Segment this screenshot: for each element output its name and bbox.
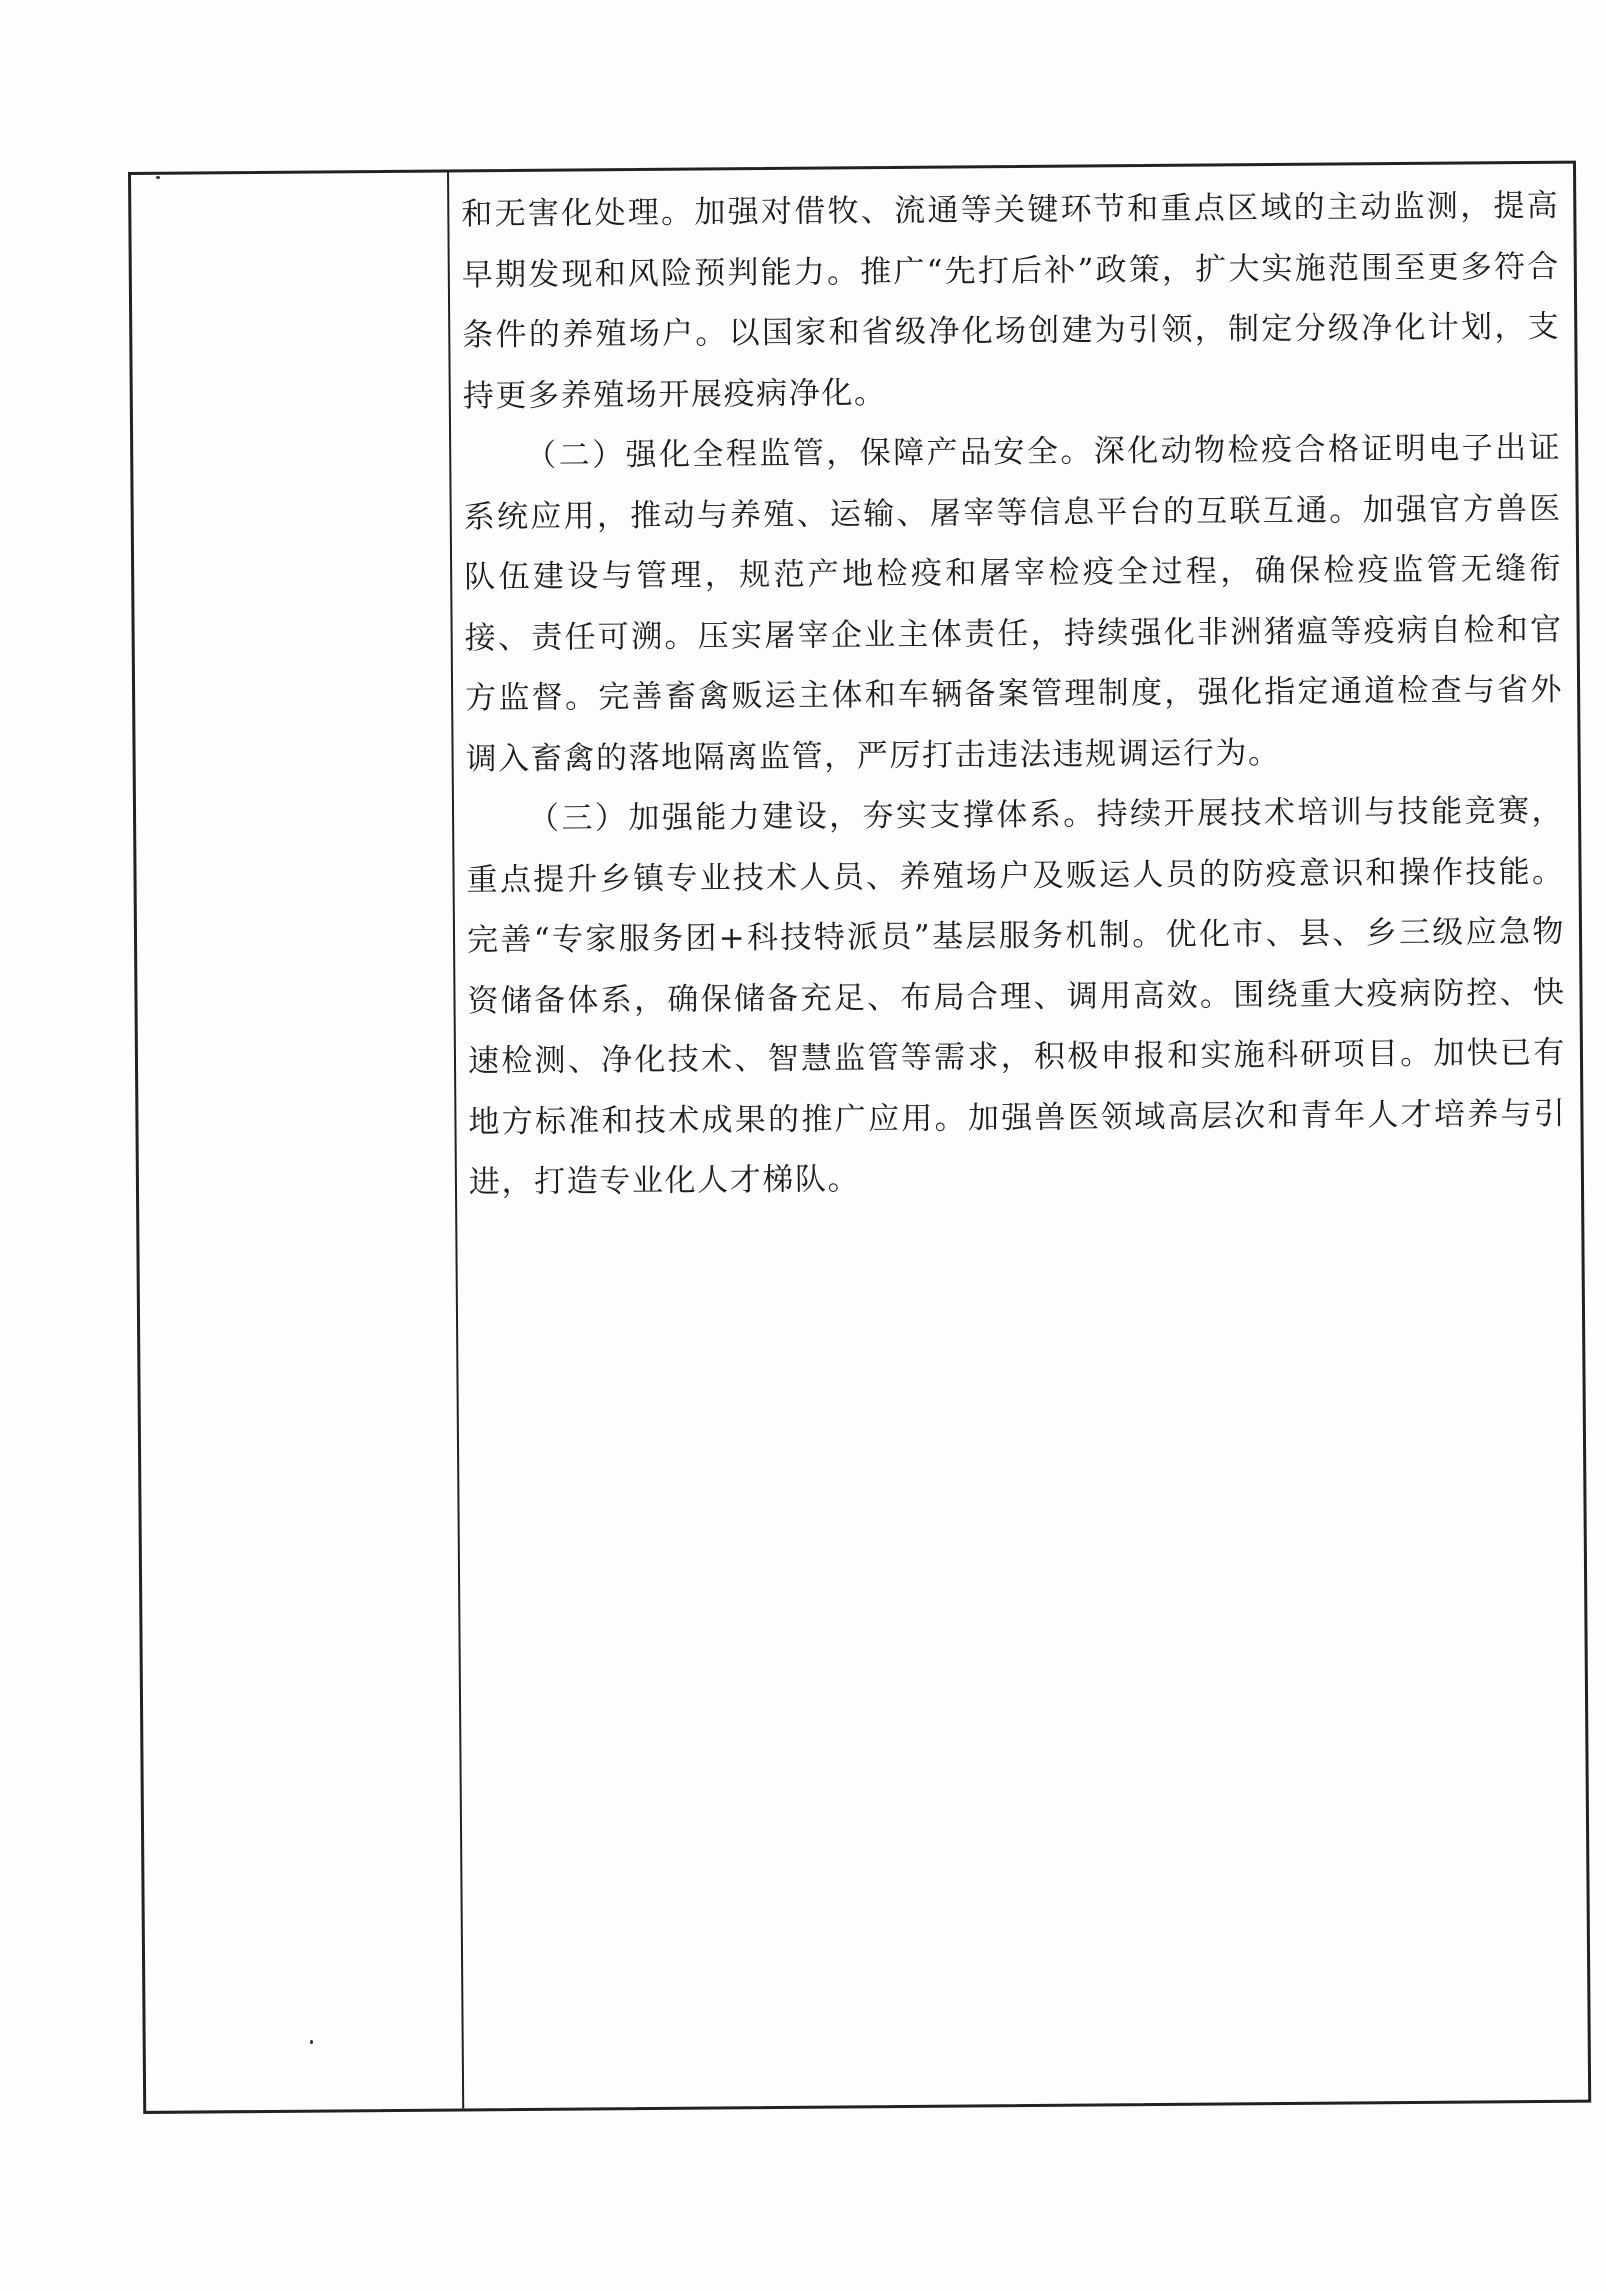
paragraph-strengthen-supervision: （二）强化全程监管，保障产品安全。深化动物检疫合格证明电子出证系统应用，推动与养殖、运输、屠宰等信息平台的互联互通。加强官方兽医队伍建设与管理，规范产地检疫和屠宰检疫全过程，确保检疫监管无缝衔接、责任可溯。压实屠宰企业主体责任，持续强化非洲猪瘟等疫病自检和官方监督。完善畜禽贩运主体和车辆备案管理制度，强化指定通道检查与省外调入畜禽的落地隔离监管，严厉打击违法违规调运行为。 <box>463 429 1564 777</box>
table-content-cell <box>449 164 1588 2109</box>
table-label-cell <box>131 172 462 2110</box>
paragraph-continued: 和无害化处理。加强对借牧、流通等关键环节和重点区域的主动监测，提高早期发现和风险预判能力。推广“先打后补”政策，扩大实施范围至更多符合条件的养殖场户。以国家和省级净化场创建为引领，制定分级净化计划，支持更多养殖场开展疫病净化。 <box>461 187 1561 414</box>
form-table <box>128 161 1591 2114</box>
paragraph-capacity-building: （三）加强能力建设，夯实支撑体系。持续开展技术培训与技能竞赛，重点提升乡镇专业技术人员、养殖场户及贩运人员的防疫意识和操作技能。完善“专家服务团+科技特派员”基层服务机制。优化市、县、乡三级应急物资储备体系，确保储备充足、布局合理、调用高效。围绕重大疫病防控、快速检测、净化技术、智慧监管等需求，积极申报和实施科研项目。加快已有地方标准和技术成果的推广应用。加强兽医领域高层次和青年人才培养与引进，打造专业化人才梯队。 <box>466 792 1567 1201</box>
